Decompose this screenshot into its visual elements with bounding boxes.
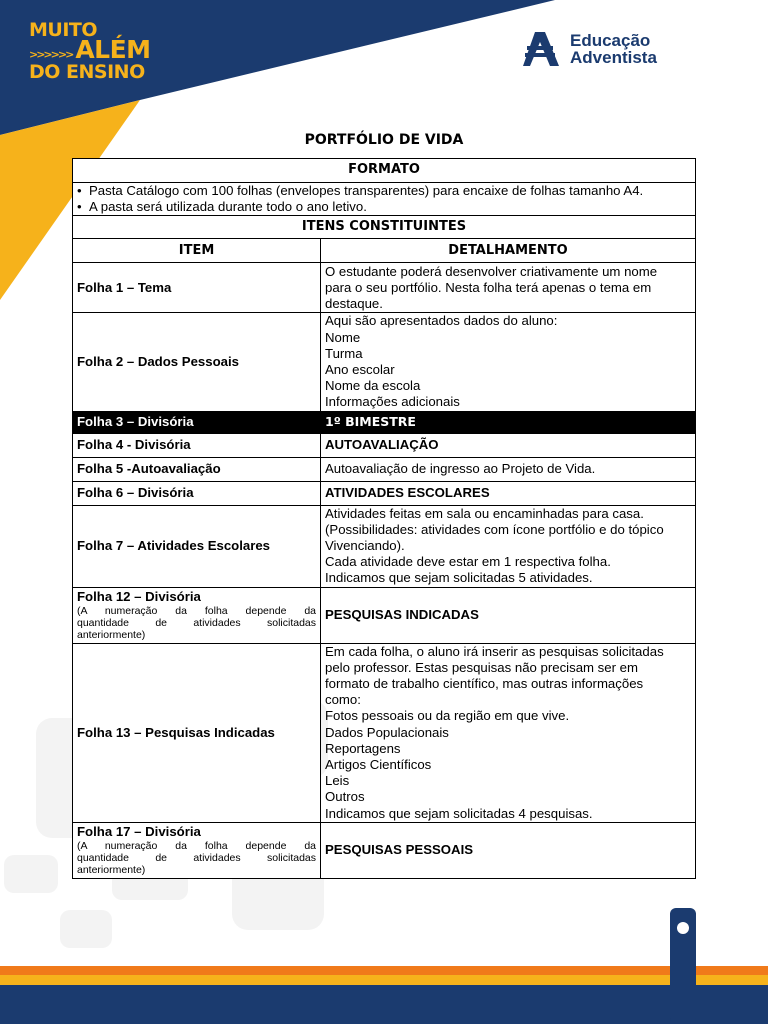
item-note-line: anteriormente) [77, 864, 146, 877]
item-cell: Folha 7 – Atividades Escolares [73, 505, 321, 587]
detail-line: Indicamos que sejam solicitadas 4 pesquisas. [325, 805, 593, 821]
formato-bullet [77, 199, 691, 215]
detail-line: Fotos pessoais ou da região em que vive. [325, 708, 570, 724]
detail-line: Ano escolar [325, 362, 395, 378]
item-cell: Folha 13 – Pesquisas Indicadas [73, 643, 321, 822]
item-cell [73, 822, 321, 878]
page-title: PORTFÓLIO DE VIDA [304, 132, 464, 148]
formato-bullet-text: A pasta será utilizada durante todo o ano letivo. [89, 199, 367, 215]
column-header-row [73, 239, 696, 263]
item-title: Folha 17 – Divisória [77, 824, 201, 840]
detail-line: Outros [325, 789, 365, 805]
detail-line: Artigos Científicos [325, 757, 432, 773]
footer-decoration [0, 905, 768, 1024]
portfolio-table [72, 158, 696, 879]
item-note-line: anteriormente) [77, 629, 146, 642]
bullet-dot-icon: • [77, 183, 82, 198]
item-note-line: quantidade de atividades solicitadas [77, 617, 316, 630]
detail-line: Aqui são apresentados dados do aluno: [325, 313, 558, 329]
detail-line: Indicamos que sejam solicitadas 5 atividades. [325, 570, 593, 586]
detail-cell [321, 313, 696, 411]
item-note-line: quantidade de atividades solicitadas [77, 852, 316, 865]
table-row [73, 481, 696, 505]
detail-cell: PESQUISAS INDICADAS [321, 587, 696, 643]
item-cell: Folha 1 – Tema [73, 263, 321, 313]
item-cell: Folha 6 – Divisória [73, 481, 321, 505]
detail-cell [321, 263, 696, 313]
itens-heading: ITENS CONSTITUINTES [73, 216, 696, 239]
detail-line: Cada atividade deve estar em 1 respectiva folha. [325, 554, 611, 570]
detail-line: Dados Populacionais [325, 724, 449, 740]
table-row [73, 263, 696, 313]
detail-line: Leis [325, 773, 350, 789]
formato-heading: FORMATO [73, 159, 696, 183]
itens-heading-row [73, 216, 696, 239]
detail-line: pelo professor. Estas pesquisas não precisam ser em [325, 659, 638, 675]
detail-cell: ATIVIDADES ESCOLARES [321, 481, 696, 505]
table-row [73, 457, 696, 481]
table-row [73, 822, 696, 878]
column-header-detalhamento: DETALHAMENTO [321, 239, 696, 263]
brand-line-2: DO ENSINO [29, 61, 145, 83]
formato-heading-row [73, 159, 696, 183]
detail-line: Turma [325, 345, 363, 361]
detail-line: Informações adicionais [325, 394, 460, 410]
item-cell: Folha 3 – Divisória [73, 411, 321, 433]
detail-line: Atividades feitas em sala ou encaminhadas para casa. [325, 505, 644, 521]
table-row [73, 433, 696, 457]
item-cell [73, 587, 321, 643]
bullet-dot-icon: • [77, 199, 82, 215]
detail-cell [321, 643, 696, 822]
item-title: Folha 12 – Divisória [77, 589, 201, 605]
detail-cell: Autoavaliação de ingresso ao Projeto de Vida. [321, 457, 696, 481]
detail-line: Vivenciando). [325, 538, 405, 554]
detail-cell: AUTOAVALIAÇÃO [321, 433, 696, 457]
brand-line-1: MUITO [29, 19, 98, 41]
edu-line-2: Adventista [570, 48, 657, 67]
detail-line: para o seu portfólio. Nesta folha terá apenas o tema em [325, 279, 652, 295]
detail-line: formato de trabalho científico, mas outras informações [325, 676, 644, 692]
detail-cell: 1º BIMESTRE [321, 411, 696, 433]
edu-line-1: Educação [570, 31, 651, 50]
column-header-item: ITEM [73, 239, 321, 263]
educacao-adventista-wordmark [570, 32, 657, 66]
table-row [73, 313, 696, 411]
muito-alem-logo [29, 19, 151, 83]
item-cell: Folha 5 -Autoavaliação [73, 457, 321, 481]
item-note-line: (A numeração da folha depende da [77, 605, 316, 618]
detail-line: destaque. [325, 296, 383, 311]
brand-arrows: >>>>>> [29, 48, 73, 61]
educacao-adventista-logo-icon [521, 32, 561, 68]
formato-bullet-text: Pasta Catálogo com 100 folhas (envelopes transparentes) para encaixe de folhas tamanho A4. [89, 183, 644, 198]
table-row [73, 643, 696, 822]
detail-line: Nome [325, 329, 361, 345]
formato-bullets [73, 183, 696, 216]
detail-line: O estudante poderá desenvolver criativamente um nome [325, 263, 658, 279]
formato-bullets-row [73, 183, 696, 216]
table-row-bimestre [73, 411, 696, 433]
detail-line: Reportagens [325, 740, 401, 756]
item-note-line: (A numeração da folha depende da [77, 840, 316, 853]
detail-cell [321, 505, 696, 587]
table-row [73, 587, 696, 643]
detail-line: Nome da escola [325, 378, 421, 394]
table-row [73, 505, 696, 587]
brand-alem: ALÉM [75, 35, 151, 64]
item-cell: Folha 4 - Divisória [73, 433, 321, 457]
detail-line: como: [325, 692, 361, 708]
item-cell: Folha 2 – Dados Pessoais [73, 313, 321, 411]
bg-square [4, 855, 58, 893]
detail-cell: PESQUISAS PESSOAIS [321, 822, 696, 878]
formato-bullet [77, 183, 691, 199]
detail-line: Em cada folha, o aluno irá inserir as pesquisas solicitadas [325, 643, 664, 659]
detail-line: (Possibilidades: atividades com ícone portfólio e do tópico [325, 521, 664, 537]
